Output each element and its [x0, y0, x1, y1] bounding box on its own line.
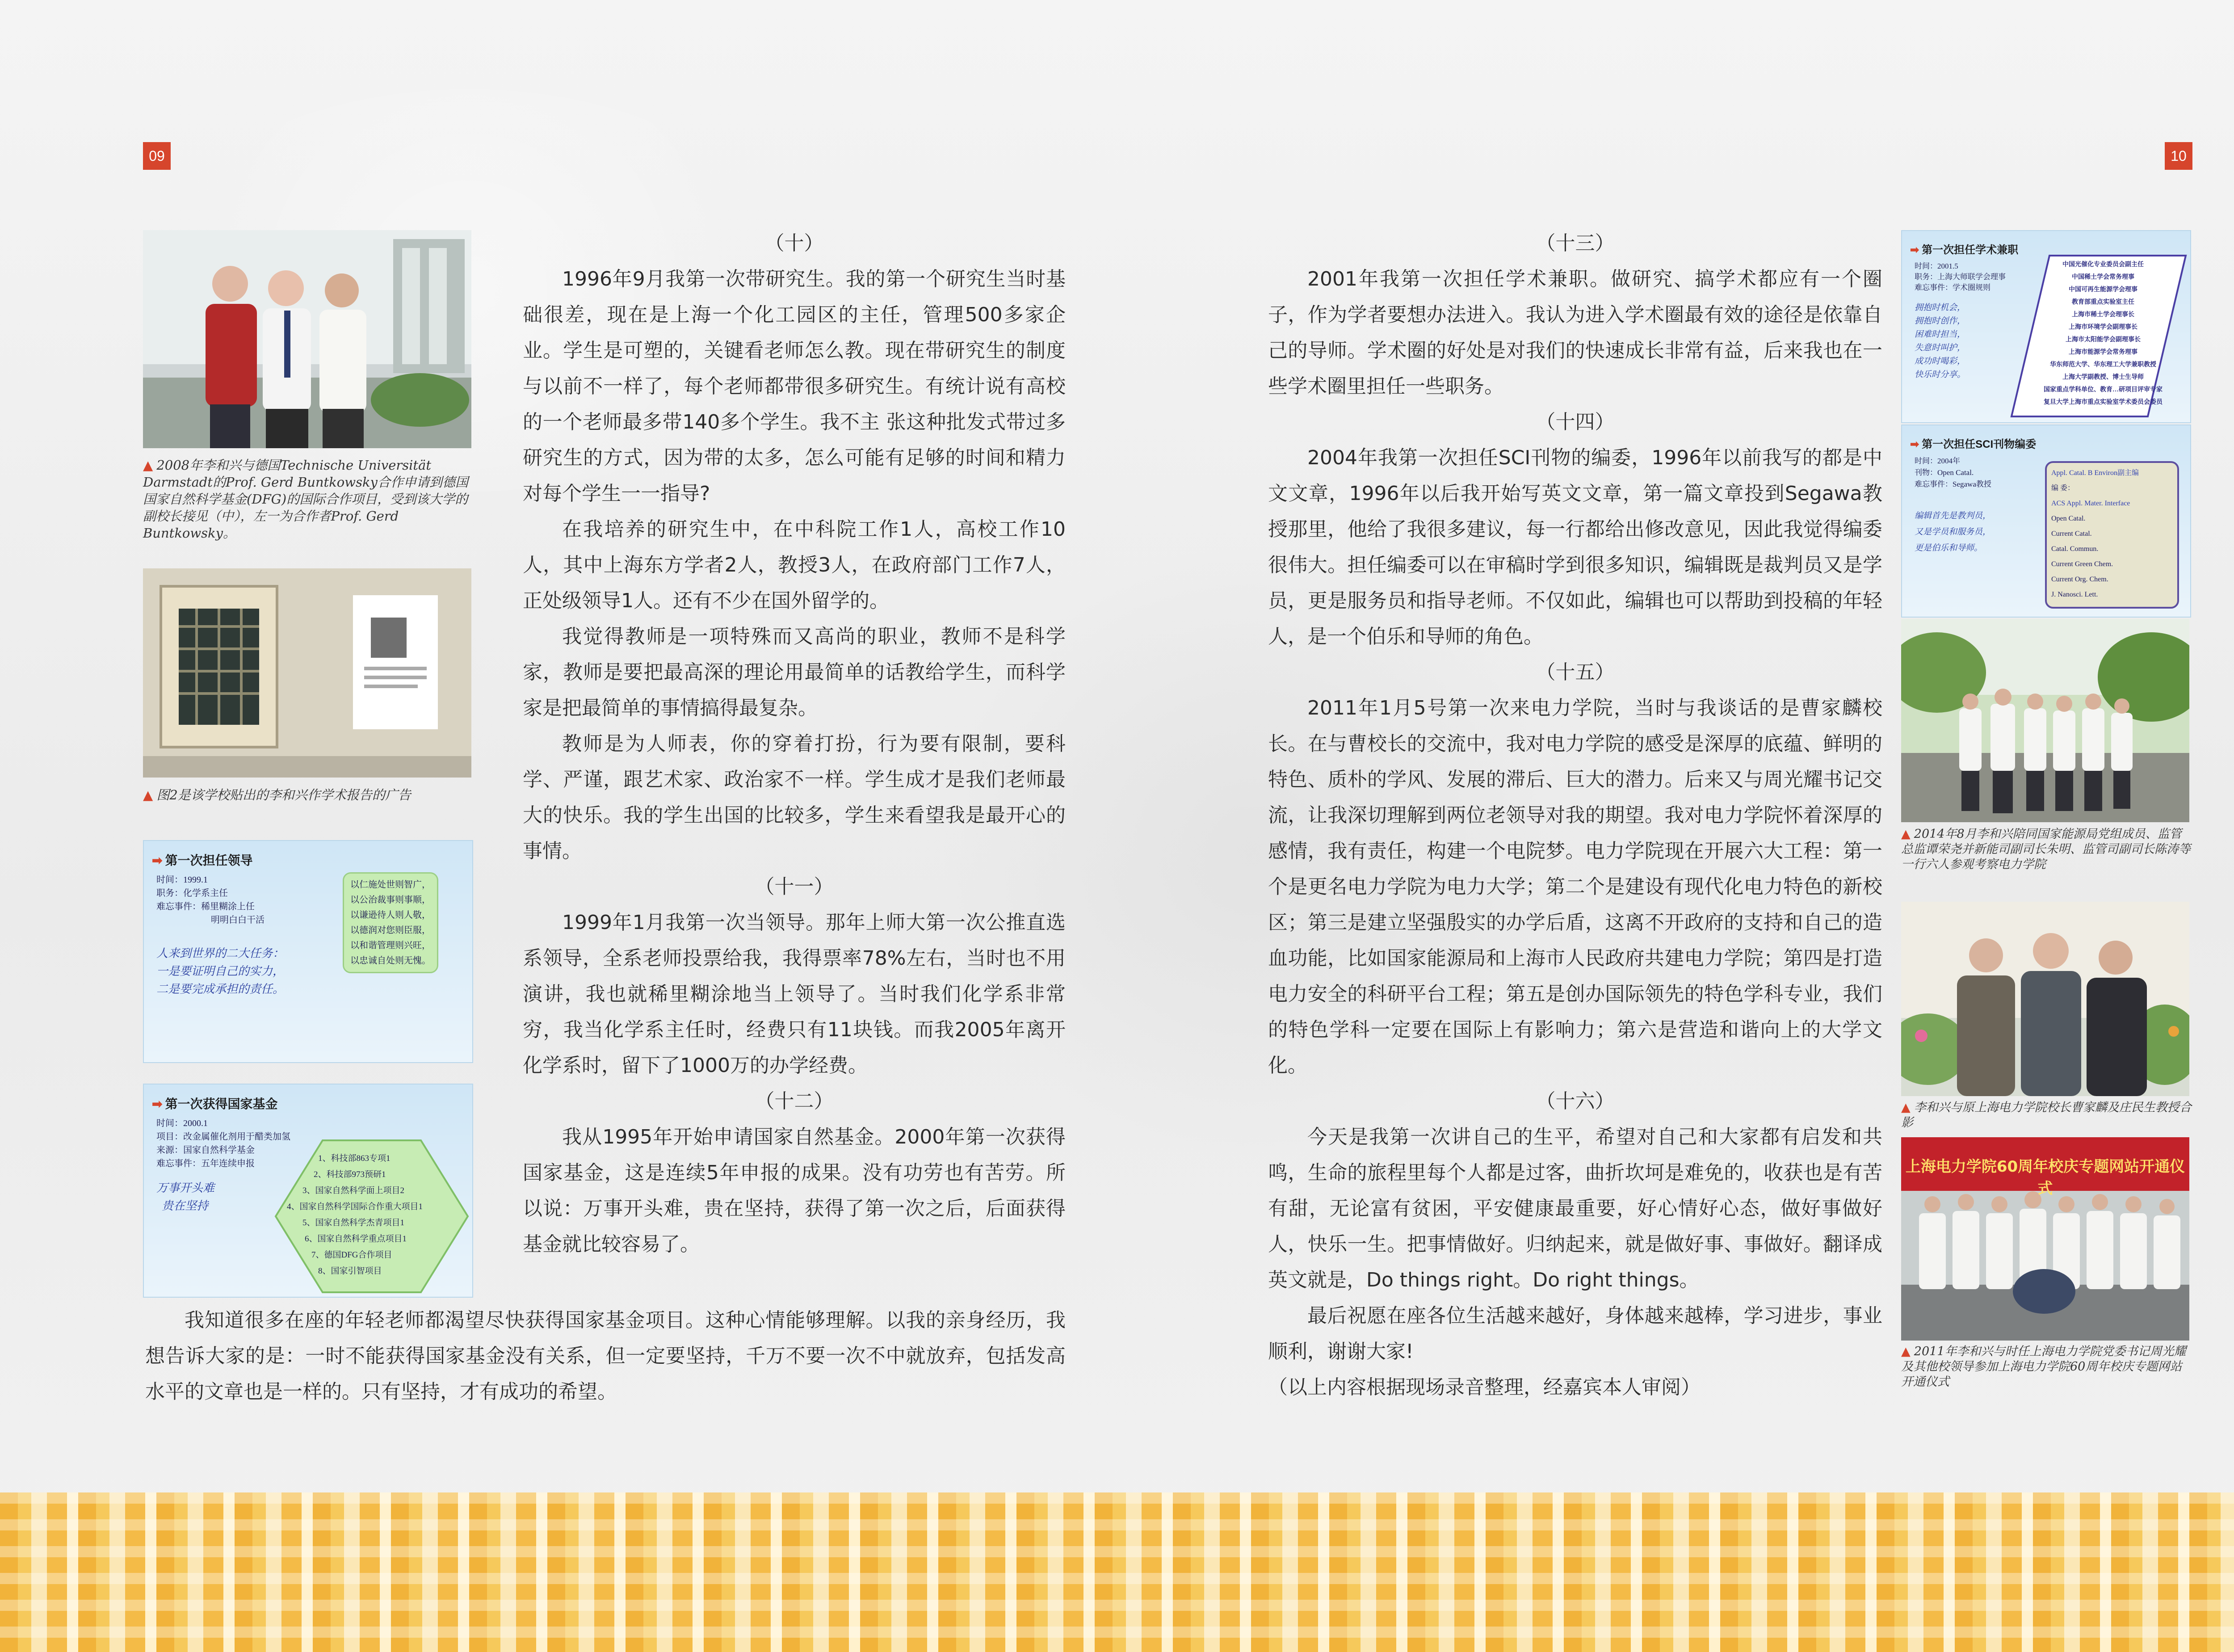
- caption-photo3: ▲ 2014年8月李和兴陪同国家能源局党组成员、监管总监谭荣尧并新能司副司长朱明、监管司副司长陈涛等一行六人参观考察电力学院: [1901, 827, 2191, 871]
- paragraph: 2004年我第一次担任SCI刊物的编委，1996年以前我写的都是中文文章，1996年以后我开始写英文文章，第一篇文章投到Segawa教授那里，他给了我很多建议，每一行都给出修改意见，因此我觉得编委很伟大。担任编委可以在审稿时学到很多知识，编辑既是裁判员又是学员，更是服务员和指导老师。不仅如此，编辑也可以帮助到投稿的年轻人，是一个伯乐和导师的角色。: [1268, 446, 1882, 648]
- card-first-sci: ➡ 第一次担任SCI刊物编委 时间：2004年 刊物：Open Catal. 难忘事件：Segawa教授 编辑首先是教判员， 又是学员和服务员， 更是伯乐和导师。 Appl. Catal. B Environ副主编 编 委： ACS Appl. Mater. Interface Open Catal. Current Catal. Catal. Commun. Current Green Chem. Current Org. Chem. J. Nanosci. Lett.: [1901, 425, 2191, 618]
- paragraph: 今天是我第一次讲自己的生平，希望对自己和大家都有启发和共鸣，生命的旅程里每个人都是过客，曲折坎坷是难免的，收获也是有苦有甜，无论富有贫困，平安健康最重要，好心情好心态，做好事做好人，快乐一生。把事情做好。归纳起来，就是做好事、事做好。翻译成英文就是，Do things right。Do right things。: [1268, 1126, 1882, 1291]
- ceremony-banner-text: 上海电力学院60周年校庆专题网站开通仪式: [1905, 1158, 2185, 1198]
- arrow-icon: ➡: [1910, 244, 1919, 256]
- photo-three-men: [1901, 902, 2189, 1096]
- caption-photo1: ▲ 2008年李和兴与德国Technische Universität Darmstadt的Prof. Gerd Buntkowsky合作申请到德国国家自然科学基金(DFG)的国际合作项目，受到该大学的副校长接见（中），左一为合作者Prof. Gerd Buntkowsky。: [143, 458, 468, 541]
- photo-three-men-office: [143, 230, 471, 448]
- paragraph: 2011年1月5号第一次来电力学院，当时与我谈话的是曹家麟校长。在与曹校长的交流中，我对电力学院的感受是深厚的底蕴、鲜明的特色、质朴的学风、发展的滞后、巨大的潜力。后来又与周光耀书记交流，让我深切理解到两位老领导对我的期望。我对电力学院怀着深厚的感情，我有责任，构建一个电院梦。电力学院现在开展六大工程：第一个是更名电力学院为电力大学；第二个是建设有现代化电力特色的新校区；第三是建立坚强殷实的办学后盾，这离不开政府的支持和自己的造血功能，比如国家能源局和上海市人民政府共建电力学院；第四是打造电力安全的科研平台工程；第五是创办国际领先的特色学科专业，我们的特色学科一定要在国际上有影响力；第六是营造和谐向上的大学文化。: [1268, 697, 1882, 1077]
- card-first-academic: ➡ 第一次担任学术兼职 时间：2001.5 职务：上海大师联学会理事 难忘事件：学术圈规则 拥抱时机会， 拥抱时创作， 困难时担当， 失意时叫护， 成功时喝彩， 快乐时分享。 中国光催化专业委员会副主任 中国稀土学会常务理事 中国可再生能源学会理事 教育部重点实验室主任 上海市稀土学会理事长 上海市环境学会副理事长 上海市太阳能学会副理事长 上海市能源学会常务理事 华东师范大学、华东理工大学兼职教授 上海大学副教授、博士生导师 国家重点学科单位、教育…研项目评审专家 复旦大学上海市重点实验室学术委员会委员: [1901, 230, 2191, 423]
- paragraph: 1999年1月我第一次当领导。那年上师大第一次公推直选系领导，全系老师投票给我，我得票率78%左右，当时也不用演讲，我也就稀里糊涂地当上领导了。当时我们化学系非常穷，我当化学系主任时，经费只有11块钱。而我2005年离开化学系时，留下了1000万的办学经费。: [523, 911, 1066, 1077]
- photo-lecture-poster: [143, 568, 471, 778]
- right-text-column: [1268, 226, 1882, 1405]
- arrow-icon: ➡: [152, 853, 163, 867]
- caption-photo4: ▲ 李和兴与原上海电力学院校长曹家麟及庄民生教授合影: [1901, 1101, 2192, 1130]
- page-number-right: 10: [2165, 142, 2192, 170]
- motto-bubble: 以仁施处世则智广， 以公治裁事则事顺， 以谦逊待人则人敬， 以德润对您则臣服， 以和谐管理则兴旺， 以忠诚自处则无愧。: [343, 872, 438, 973]
- paragraph: 在我培养的研究生中，在中科院工作1人，高校工作10人，其中上海东方学者2人，教授3人，在政府部门工作7人，正处级领导1人。还有不少在国外留学的。: [523, 518, 1066, 612]
- caption-photo2: ▲ 图2是该学校贴出的李和兴作学术报告的广告: [143, 787, 411, 803]
- photo-ceremony: [1901, 1137, 2189, 1341]
- section-title-10: （十）: [764, 232, 824, 255]
- page-number-left: 09: [143, 142, 171, 170]
- section-title-13: （十三）: [1536, 232, 1615, 255]
- editor-note: （以上内容根据现场录音整理，经嘉宾本人审阅）: [1268, 1376, 1701, 1399]
- arrow-icon: ➡: [152, 1097, 163, 1111]
- journals-panel: Appl. Catal. B Environ副主编 编 委： ACS Appl. Mater. Interface Open Catal. Current Catal. Catal. Commun. Current Green Chem. Current Org. Chem. J. Nanosci. Lett.: [2045, 461, 2179, 609]
- fund-projects-list: 1、科技部863专项1 2、科技部973预研1 3、国家自然科学面上项目2 4、国家自然科学国际合作重大项目1 5、国家自然科学杰青项目1 6、国家自然科学重点项目1 7、德国DFG合作项目 8、国家引智项目: [287, 1154, 423, 1276]
- paragraph: 我觉得教师是一项特殊而又高尚的职业，教师不是科学家，教师是要把最高深的理论用最简单的话教给学生，而科学家是把最简单的事情搞得最复杂。: [523, 625, 1066, 719]
- card-first-fund: ➡ 第一次获得国家基金 时间：2000.1 项目：改金属催化剂用于醋类加氢 来源：国家自然科学基金 难忘事件：五年连续申报 万事开头难 贵在坚持 1、科技部863专项1 2、科技部973预研1 3、国家自然科学面上项目2 4、国家自然科学国际合作重大项目1 5、国家自然科学杰青项目1 6、国家自然科学重点项目1 7、德国DFG合作项目 8、国家引智项目: [143, 1084, 473, 1298]
- left-text-column: [523, 226, 1066, 1262]
- footer-decorative-band: [0, 1492, 2234, 1652]
- paragraph: 2001年我第一次担任学术兼职。做研究、搞学术都应有一个圈子，作为学者要想办法进入。我认为进入学术圈最有效的途径是依靠自己的导师。学术圈的好处是对我们的快速成长非常有益，后来我也在一些学术圈里担任一些职务。: [1268, 268, 1882, 398]
- paragraph: 1996年9月我第一次带研究生。我的第一个研究生当时基础很差，现在是上海一个化工园区的主任，管理500多家企业。学生是可塑的，关键看老师怎么教。现在带研究生的制度与以前不一样了，每个老师都带很多研究生。有统计说有高校的一个老师最多带140多个学生。我不主 张这种批发式带过多研究生的方式，因为带的太多，怎么可能有足够的时间和精力对每个学生一一指导?: [523, 268, 1066, 505]
- caption-photo5: ▲ 2011年李和兴与时任上海电力学院党委书记周光耀及其他校领导参加上海电力学院60周年校庆专题网站开通仪式: [1901, 1345, 2186, 1389]
- section-title-11: （十一）: [755, 875, 834, 898]
- left-bottom-paragraph: [145, 1303, 1066, 1410]
- card-first-leader: ➡ 第一次担任领导 时间：1999.1 职务：化学系主任 难忘事件：稀里糊涂上任 明明白白干活 人来到世界的二大任务： 一是要证明自己的实力， 二是要完成承担的责任。 以仁施处世则智广， 以公治裁事则事顺， 以谦逊待人则人敬， 以德润对您则臣服， 以和谐管理则兴旺， 以忠诚自处则无愧。: [143, 840, 473, 1063]
- paragraph: 最后祝愿在座各位生活越来越好，身体越来越棒，学习进步，事业顺利，谢谢大家!: [1268, 1304, 1882, 1363]
- arrow-icon: ➡: [1910, 438, 1919, 450]
- photo-visit-group: [1901, 619, 2189, 822]
- section-title-16: （十六）: [1536, 1090, 1615, 1113]
- section-title-14: （十四）: [1536, 411, 1615, 433]
- section-title-15: （十五）: [1536, 661, 1615, 684]
- section-title-12: （十二）: [755, 1090, 834, 1113]
- paragraph: 我从1995年开始申请国家自然基金。2000年第一次获得国家基金，这是连续5年申报的成果。没有功劳也有苦劳。所以说：万事开头难，贵在坚持，获得了第一次之后，后面获得基金就比较容易了。: [523, 1126, 1066, 1256]
- paragraph: 教师是为人师表，你的穿着打扮，行为要有限制，要科学、严谨，跟艺术家、政治家不一样。学生成才是我们老师最大的快乐。我的学生出国的比较多，学生来看望我是最开心的事情。: [523, 732, 1066, 862]
- paragraph: 我知道很多在座的年轻老师都渴望尽快获得国家基金项目。这种心情能够理解。以我的亲身经历，我想告诉大家的是：一时不能获得国家基金没有关系，但一定要坚持，千万不要一次不中就放弃，包括发高水平的文章也是一样的。只有坚持，才有成功的希望。: [145, 1309, 1066, 1403]
- roles-list: 中国光催化专业委员会副主任 中国稀土学会常务理事 中国可再生能源学会理事 教育部重点实验室主任 上海市稀土学会理事长 上海市环境学会副理事长 上海市太阳能学会副理事长 上海市能源学会常务理事 华东师范大学、华东理工大学兼职教授 上海大学副教授、博士生导师 国家重点学科单位、教育…研项目评审专家 复旦大学上海市重点实验室学术委员会委员: [2044, 261, 2163, 406]
